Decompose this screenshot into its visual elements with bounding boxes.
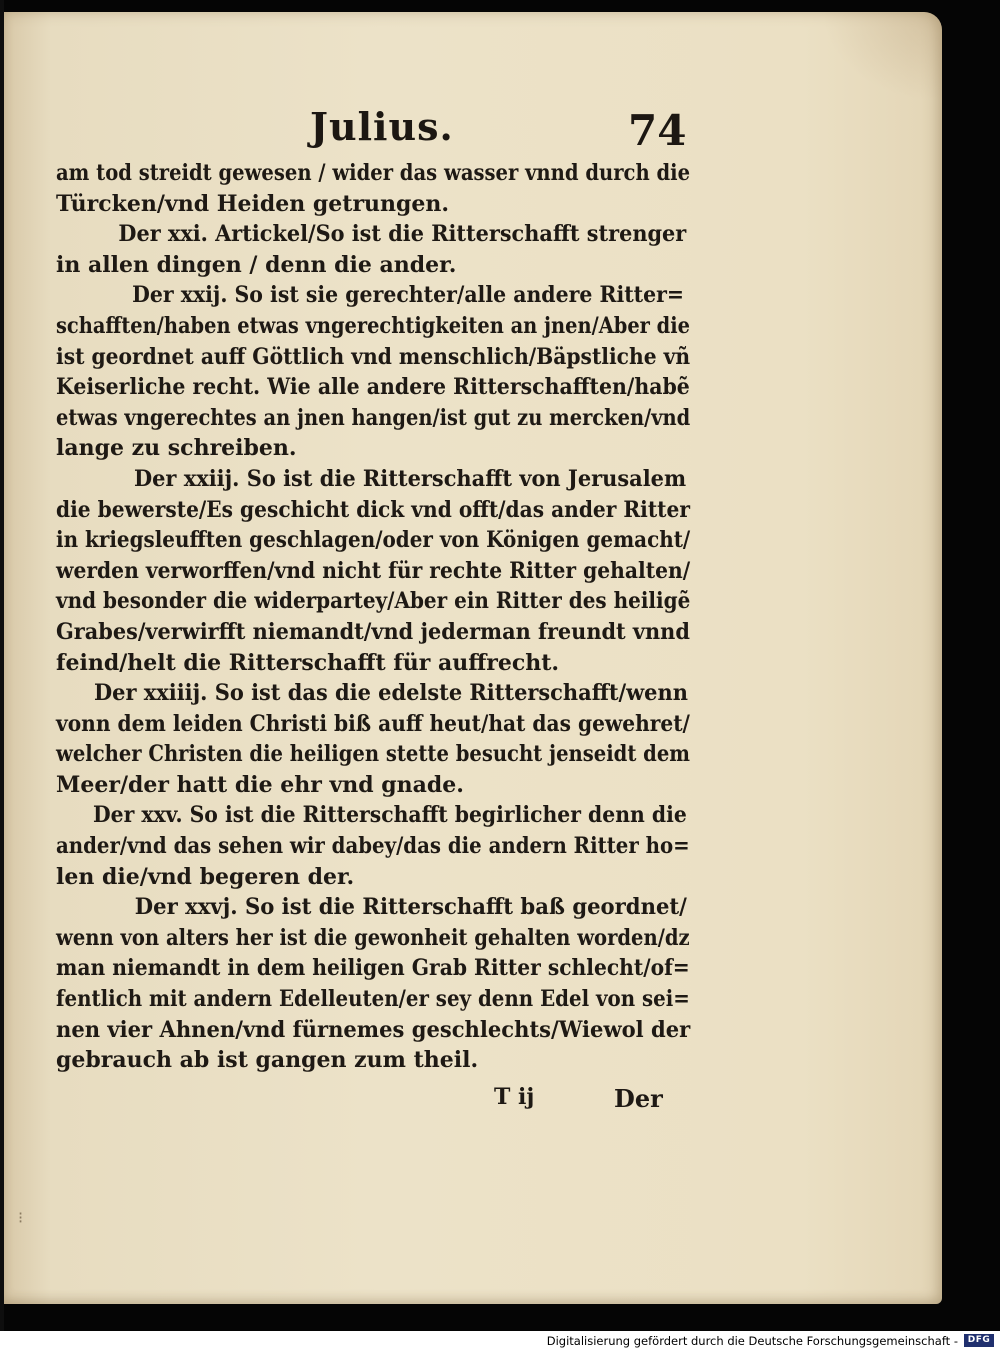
running-title: Julius. [310,104,454,149]
footer-bar [0,1331,1000,1351]
text-line: die bewerste/Es geschicht dick vnd offt/das ander Ritter [56,496,690,523]
page-number: 74 [628,106,687,155]
text-line: man niemandt in dem heiligen Grab Ritter schlecht/of= [56,955,690,982]
text-line: werden verworffen/vnd nicht für rechte Ritter gehalten/ [56,557,691,584]
margin-mark: ⁝ [18,1208,24,1227]
text-line: vnd besonder die widerpartey/Aber ein Ritter des heiligẽ [56,588,691,615]
book-page [4,12,942,1304]
text-line: Der xxi. Artickel/So ist die Ritterschafft strenger [118,221,687,248]
signature-mark: T ij [494,1084,535,1110]
text-line: schafften/haben etwas vngerechtigkeiten an jnen/Aber die [56,312,690,339]
text-line: am tod streidt gewesen / wider das wasser vnnd durch die [56,160,691,186]
text-line: Keiserliche recht. Wie alle andere Ritterschafften/habẽ [56,374,690,401]
text-line: feind/helt die Ritterschafft für auffrecht. [56,649,560,676]
text-line: ist geordnet auff Göttlich vnd menschlich/Bäpstliche vñ [56,343,691,370]
text-line: etwas vngerechtes an jnen hangen/ist gut zu mercken/vnd [56,404,691,431]
text-line: gebrauch ab ist gangen zum theil. [56,1047,479,1074]
text-line: ander/vnd das sehen wir dabey/das die andern Ritter ho= [56,833,690,860]
text-line: fentlich mit andern Edelleuten/er sey denn Edel von sei= [56,986,690,1013]
text-line: Meer/der hatt die ehr vnd gnade. [56,771,464,798]
text-line: Grabes/verwirfft niemandt/vnd jederman freundt vnnd [56,618,690,645]
text-line: in kriegsleufften geschlagen/oder von Königen gemacht/ [56,527,691,554]
text-line: welcher Christen die heiligen stette besucht jenseidt dem [56,741,690,768]
text-line: Der xxvj. So ist die Ritterschafft baß geordnet/ [134,894,687,921]
text-line: nen vier Ahnen/vnd fürnemes geschlechts/Wiewol der [56,1016,691,1043]
catchword: Der [614,1084,663,1113]
text-line: Der xxiij. So ist die Ritterschafft von Jerusalem [133,465,687,492]
text-line: in allen dingen / denn die ander. [56,251,457,278]
funding-credit: Digitalisierung gefördert durch die Deutsche Forschungsgemeinschaft - [546,1334,958,1348]
text-line: Türcken/vnd Heiden getrungen. [56,190,450,217]
text-line: Der xxij. So ist sie gerechter/alle andere Ritter= [132,282,685,309]
text-block [56,158,690,1076]
catchwords-row [494,1084,670,1116]
text-line: Der xxiiij. So ist das die edelste Ritterschafft/wenn [94,680,688,707]
dfg-logo: DFG [964,1334,994,1347]
text-line: lange zu schreiben. [56,435,297,462]
text-line: len die/vnd begeren der. [56,863,355,890]
text-line: Der xxv. So ist die Ritterschafft begirlicher denn die [93,802,687,829]
text-line: vonn dem leiden Christi biß auff heut/hat das gewehret/ [56,710,690,737]
text-line: wenn von alters her ist die gewonheit gehalten worden/dz [56,924,690,951]
